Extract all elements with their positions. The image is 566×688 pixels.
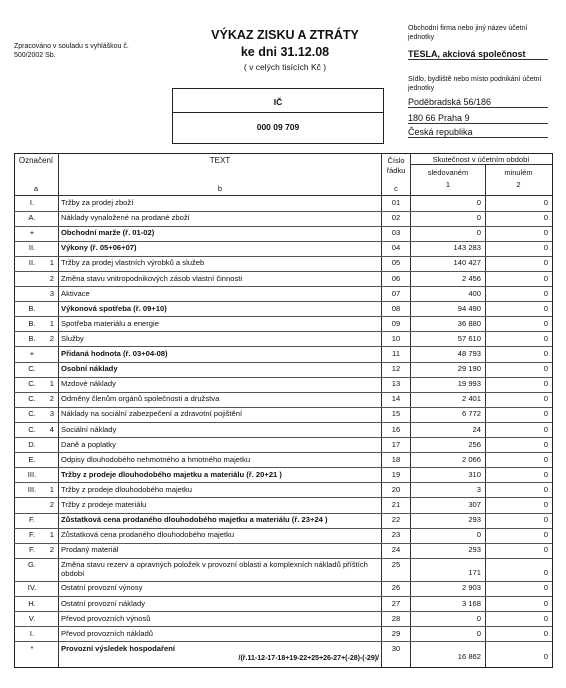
row-current-value: 48 793 [457, 349, 481, 358]
row-prev-value: 0 [543, 500, 548, 509]
row-number: 02 [391, 213, 401, 223]
row-prev-value: 0 [543, 258, 548, 268]
row-text: Výkonová spotřeba (ř. 09+10) [61, 303, 167, 313]
row-current-value: 0 [476, 628, 481, 638]
table-row [14, 513, 551, 528]
row-number: 21 [391, 500, 401, 509]
row-mark: III. [27, 484, 37, 494]
row-prev-value: 0 [543, 288, 548, 298]
row-text: Tržby z prodeje materiálu [61, 500, 147, 509]
table-row [14, 498, 551, 513]
report-unit: ( v celých tisících Kč ) [243, 62, 327, 72]
table-row [14, 211, 551, 226]
row-prev-value: 0 [543, 598, 548, 608]
row-submark: 1 [49, 530, 54, 540]
col-mark-sub: a [33, 184, 39, 193]
row-mark: B. [28, 333, 36, 343]
table-row [14, 196, 551, 211]
row-current-value: 24 [472, 424, 481, 434]
actual-header-line [410, 164, 552, 165]
row-current-value: 29 190 [457, 364, 481, 374]
row-text: Tržby za prodej vlastních výrobků a služeb [61, 258, 205, 268]
col-number-header: Číslo řádku [386, 156, 406, 175]
row-text: Ostatní provozní výnosy [61, 583, 143, 593]
row-submark: 2 [49, 545, 54, 555]
row-prev-value: 0 [543, 198, 548, 207]
row-mark: G. [27, 560, 37, 570]
row-text: Aktivace [61, 288, 90, 298]
row-number: 29 [391, 628, 401, 638]
row-mark: III. [27, 469, 37, 479]
report-date: ke dni 31.12.08 [240, 45, 330, 59]
row-text: Změna stavu vnitropodnikových zásob vlastní činnosti [61, 273, 243, 283]
table-row [14, 332, 551, 347]
row-number: 26 [391, 583, 401, 593]
report-title: VÝKAZ ZISKU A ZTRÁTY [211, 28, 359, 42]
row-mark: C. [28, 364, 36, 374]
row-text: Tržby z prodeje dlouhodobého majetku a materiálu (ř. 20+21 ) [61, 469, 282, 479]
row-current-value: 171 [468, 568, 481, 578]
row-submark: 3 [49, 288, 54, 298]
row-number: 25 [391, 560, 401, 570]
row-text: Tržby z prodeje dlouhodobého majetku [61, 484, 193, 494]
row-current-value: 94 490 [457, 303, 481, 313]
table-row [14, 468, 551, 483]
table-row [14, 423, 551, 438]
row-number: 27 [391, 598, 401, 608]
row-prev-value: 0 [543, 318, 548, 328]
row-number: 22 [391, 515, 401, 525]
row-number: 16 [391, 424, 401, 434]
row-current-value: 3 [476, 484, 481, 494]
row-current-value: 256 [468, 439, 481, 449]
table-row [14, 272, 551, 287]
table-row [14, 407, 551, 422]
row-submark: 2 [49, 333, 54, 343]
row-mark: B. [28, 318, 36, 328]
row-mark: F. [29, 530, 35, 540]
table-row [14, 528, 551, 543]
firm-label: Obchodní firma nebo jiný název účetní jednotky [408, 25, 528, 41]
table-row [14, 226, 551, 241]
row-current-value: 16 862 [457, 651, 481, 661]
row-number: 12 [391, 364, 401, 374]
ic-divider [173, 112, 383, 113]
table-row [14, 642, 551, 665]
row-text: Ostatní provozní náklady [61, 598, 145, 608]
col-actual-header: Skutečnost v účetním období [432, 155, 530, 164]
row-prev-value: 0 [543, 454, 548, 464]
row-mark: A. [28, 213, 36, 223]
row-text: Odměny členům orgánů společnosti a družstva [61, 394, 220, 404]
row-prev-value: 0 [543, 228, 548, 238]
col-number-sub: c [394, 184, 398, 193]
row-text: Výkony (ř. 05+06+07) [61, 243, 137, 253]
row-mark: + [29, 228, 35, 238]
row-mark: I. [29, 198, 35, 207]
col-text-sub: b [217, 184, 223, 193]
row-current-value: 2 066 [461, 454, 481, 464]
row-text: Sociální náklady [61, 424, 117, 434]
row-number: 10 [391, 333, 401, 343]
row-current-value: 6 772 [461, 409, 481, 419]
row-text: Mzdové náklady [61, 379, 116, 389]
ic-box [172, 88, 384, 144]
row-text: Obchodní marže (ř. 01-02) [61, 228, 155, 238]
row-mark: F. [29, 515, 35, 525]
row-number: 18 [391, 454, 401, 464]
row-submark: 1 [49, 258, 54, 268]
row-prev-value: 0 [543, 568, 548, 578]
row-mark: IV. [27, 583, 37, 593]
row-number: 06 [391, 273, 401, 283]
row-current-value: 0 [476, 228, 481, 238]
row-number: 20 [391, 484, 401, 494]
table-row [14, 362, 551, 377]
table-row [14, 612, 551, 627]
row-number: 01 [391, 198, 401, 207]
address-line-2: 180 66 Praha 9 [408, 113, 548, 124]
address-line-1: Poděbradská 56/186 [408, 97, 548, 108]
col-prev-sub: 2 [516, 180, 521, 189]
row-mark: II. [28, 243, 36, 253]
row-prev-value: 0 [543, 424, 548, 434]
row-number: 09 [391, 318, 401, 328]
row-submark: 2 [49, 500, 54, 509]
row-prev-value: 0 [543, 349, 548, 358]
row-submark: 3 [49, 409, 54, 419]
row-submark: 1 [49, 484, 54, 494]
row-number: 19 [391, 469, 401, 479]
row-text: Prodaný materiál [61, 545, 119, 555]
firm-name: TESLA, akciová společnost [408, 49, 548, 60]
row-current-value: 140 427 [453, 258, 481, 268]
legal-note: Zpracováno v souladu s vyhláškou č. 500/2002 Sb. [14, 43, 129, 59]
row-current-value: 0 [476, 613, 481, 623]
row-submark: 1 [49, 379, 54, 389]
row-submark: 2 [49, 273, 54, 283]
row-prev-value: 0 [543, 530, 548, 540]
row-current-value: 0 [476, 213, 481, 223]
row-prev-value: 0 [543, 628, 548, 638]
table-row [14, 302, 551, 317]
row-text: Tržby za prodej zboží [61, 198, 134, 207]
col-current-sub: 1 [445, 180, 451, 189]
row-current-value: 310 [468, 469, 481, 479]
row-current-value: 3 168 [461, 598, 481, 608]
ic-label: IČ [273, 97, 283, 107]
row-mark: II. [28, 258, 36, 268]
row-current-value: 293 [468, 515, 481, 525]
row-mark: + [29, 349, 35, 358]
row-formula: /(ř.11-12-17-18+19-22+25+26-27+(-28)-(-29)/ [238, 654, 379, 662]
row-mark: V. [28, 613, 36, 623]
row-mark: I. [29, 628, 35, 638]
table-row [14, 241, 551, 256]
row-text: Zůstatková cena prodaného dlouhodobého majetku [61, 530, 235, 540]
row-current-value: 143 283 [453, 243, 481, 253]
row-number: 05 [391, 258, 401, 268]
table-row [14, 581, 551, 596]
table-row [14, 347, 551, 362]
row-number: 04 [391, 243, 401, 253]
row-number: 14 [391, 394, 401, 404]
table-row [14, 597, 551, 612]
col-mark-header: Označení [18, 156, 54, 165]
row-mark: B. [28, 303, 36, 313]
row-prev-value: 0 [543, 409, 548, 419]
row-number: 13 [391, 379, 401, 389]
col-prev-header: minulém [504, 168, 533, 177]
col-text-header: TEXT [209, 156, 231, 165]
row-number: 24 [391, 545, 401, 555]
col-current-header: sledovaném [427, 168, 469, 177]
row-number: 03 [391, 228, 401, 238]
row-submark: 1 [49, 318, 54, 328]
row-prev-value: 0 [543, 439, 548, 449]
row-prev-value: 0 [543, 545, 548, 555]
table-row [14, 453, 551, 468]
row-number: 08 [391, 303, 401, 313]
row-prev-value: 0 [543, 379, 548, 389]
table-row [14, 483, 551, 498]
row-text: Změna stavu rezerv a opravných položek v provozní oblasti a komplexních nákladů příštích období [61, 560, 368, 579]
row-number: 30 [391, 643, 401, 653]
row-current-value: 19 993 [457, 379, 481, 389]
row-current-value: 2 903 [461, 583, 481, 593]
row-current-value: 0 [476, 198, 481, 207]
table-row [14, 287, 551, 302]
row-mark: E. [28, 454, 36, 464]
row-current-value: 36 880 [457, 318, 481, 328]
row-current-value: 400 [468, 288, 481, 298]
row-text: Odpisy dlouhodobého nehmotného a hmotného majetku [61, 454, 251, 464]
seat-label: Sídlo, bydliště nebo místo podnikání účetní jednotky [408, 76, 542, 92]
row-prev-value: 0 [543, 484, 548, 494]
row-prev-value: 0 [543, 469, 548, 479]
row-text: Zůstatková cena prodaného dlouhodobého majetku a materiálu (ř. 23+24 ) [61, 515, 328, 525]
row-prev-value: 0 [543, 303, 548, 313]
row-text: Náklady na sociální zabezpečení a zdravotní pojištění [61, 409, 243, 419]
table-row [14, 392, 551, 407]
table-row [14, 377, 551, 392]
row-text: Přidaná hodnota (ř. 03+04-08) [61, 349, 168, 358]
row-text: Převod provozních nákladů [61, 628, 154, 638]
row-prev-value: 0 [543, 333, 548, 343]
table-row [14, 317, 551, 332]
row-number: 07 [391, 288, 401, 298]
address-line-3: Česká republika [408, 127, 548, 138]
row-prev-value: 0 [543, 273, 548, 283]
row-prev-value: 0 [543, 651, 548, 661]
row-text: Převod provozních výnosů [61, 613, 151, 623]
row-mark: H. [28, 598, 36, 608]
row-mark: D. [28, 439, 36, 449]
row-mark: C. [28, 379, 36, 389]
row-current-value: 2 401 [461, 394, 481, 404]
row-text: Náklady vynaložené na prodané zboží [61, 213, 190, 223]
row-number: 23 [391, 530, 401, 540]
row-mark: F. [29, 545, 35, 555]
row-mark: C. [28, 424, 36, 434]
row-prev-value: 0 [543, 613, 548, 623]
table-row [14, 558, 551, 581]
row-current-value: 0 [476, 530, 481, 540]
row-submark: 2 [49, 394, 54, 404]
row-text: Daně a poplatky [61, 439, 116, 449]
row-number: 17 [391, 439, 401, 449]
row-prev-value: 0 [543, 515, 548, 525]
row-current-value: 2 456 [461, 273, 481, 283]
row-number: 11 [392, 349, 400, 358]
row-mark: C. [28, 409, 36, 419]
row-mark: C. [28, 394, 36, 404]
ic-value: 000 09 709 [256, 122, 300, 132]
table-row [14, 438, 551, 453]
table-row [14, 256, 551, 271]
row-prev-value: 0 [543, 583, 548, 593]
row-text: Provozní výsledek hospodaření [61, 643, 175, 653]
row-prev-value: 0 [543, 213, 548, 223]
row-submark: 4 [49, 424, 54, 434]
row-text: Spotřeba materiálu a energie [61, 318, 159, 328]
table-row [14, 627, 551, 642]
row-prev-value: 0 [543, 243, 548, 253]
row-prev-value: 0 [543, 394, 548, 404]
row-current-value: 293 [468, 545, 481, 555]
row-number: 15 [391, 409, 401, 419]
row-mark: * [30, 643, 34, 653]
row-prev-value: 0 [543, 364, 548, 374]
row-current-value: 307 [468, 500, 481, 509]
row-number: 28 [391, 613, 401, 623]
table-row [14, 543, 551, 558]
row-text: Osobní náklady [61, 364, 118, 374]
row-text: Služby [61, 333, 84, 343]
row-current-value: 57 610 [457, 333, 481, 343]
